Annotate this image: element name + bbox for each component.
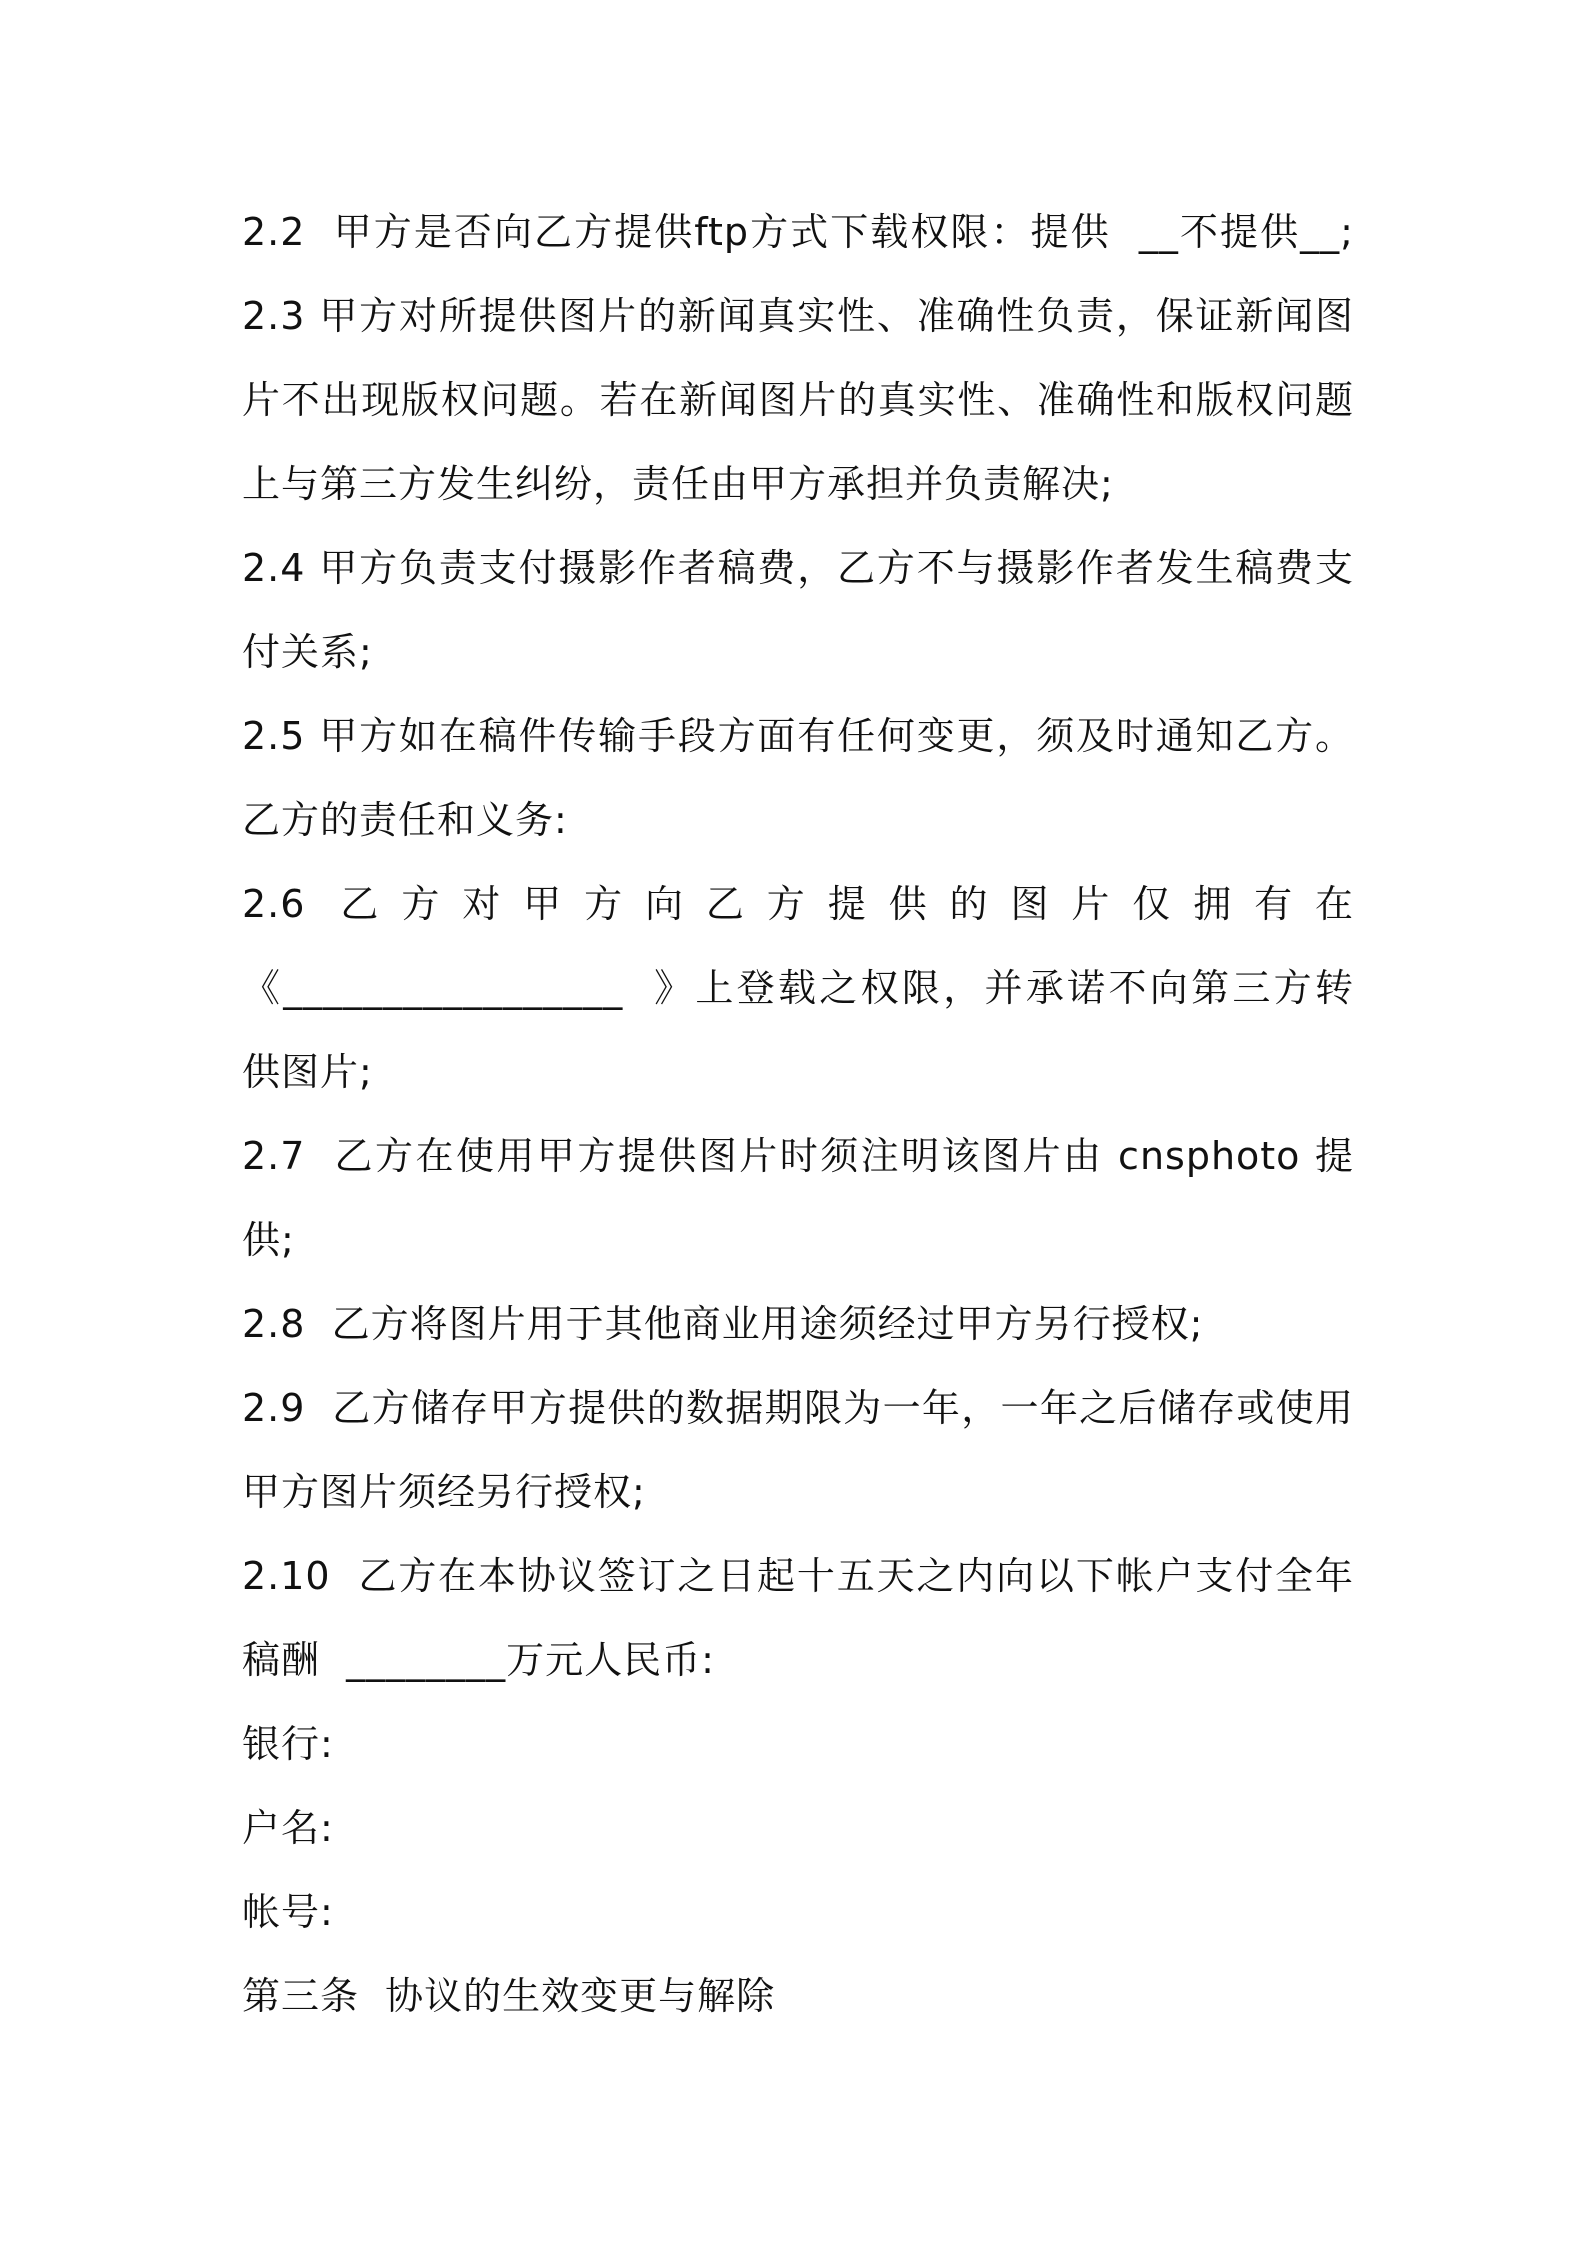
clause-2-6-line-2: 《_________________ 》上登载之权限，并承诺不向第三方转 — [242, 966, 1354, 1010]
bank-field-label: 银行: — [242, 1722, 334, 1766]
clause-2-6-line-3: 供图片; — [242, 1050, 373, 1094]
clause-2-10-line-2: 稿酬 ________万元人民币: — [242, 1638, 715, 1682]
clause-2-3-line-2: 片不出现版权问题。若在新闻图片的真实性、准确性和版权问题 — [242, 378, 1354, 422]
clause-2-5: 2.5 甲方如在稿件传输手段方面有任何变更，须及时通知乙方。 — [242, 714, 1354, 758]
clause-2-10-line-1: 2.10 乙方在本协议签订之日起十五天之内向以下帐户支付全年 — [242, 1554, 1354, 1598]
clause-2-4-line-1: 2.4 甲方负责支付摄影作者稿费，乙方不与摄影作者发生稿费支 — [242, 546, 1354, 590]
clause-2-3-line-3: 上与第三方发生纠纷，责任由甲方承担并负责解决; — [242, 462, 1114, 506]
section-heading-party-b-duties: 乙方的责任和义务: — [242, 798, 568, 842]
clause-2-4-line-2: 付关系; — [242, 630, 373, 674]
clause-2-3-line-1: 2.3 甲方对所提供图片的新闻真实性、准确性负责，保证新闻图 — [242, 294, 1354, 338]
clause-2-8: 2.8 乙方将图片用于其他商业用途须经过甲方另行授权; — [242, 1302, 1204, 1346]
clause-2-9-line-1: 2.9 乙方储存甲方提供的数据期限为一年，一年之后储存或使用 — [242, 1386, 1354, 1430]
clause-2-9-line-2: 甲方图片须经另行授权; — [242, 1470, 646, 1514]
article-3-heading: 第三条 协议的生效变更与解除 — [242, 1974, 776, 2018]
clause-2-7-line-2: 供; — [242, 1218, 295, 1262]
clause-2-2: 2.2 甲方是否向乙方提供ftp方式下载权限：提供 __不提供__; — [242, 210, 1354, 254]
account-name-field-label: 户名: — [242, 1806, 334, 1850]
document-body — [242, 190, 1354, 2038]
clause-2-6-line-1: 2.6 乙 方 对 甲 方 向 乙 方 提 供 的 图 片 仅 拥 有 在 — [242, 882, 1354, 926]
clause-2-7-line-1: 2.7 乙方在使用甲方提供图片时须注明该图片由 cnsphoto 提 — [242, 1134, 1354, 1178]
account-number-field-label: 帐号: — [242, 1890, 334, 1934]
